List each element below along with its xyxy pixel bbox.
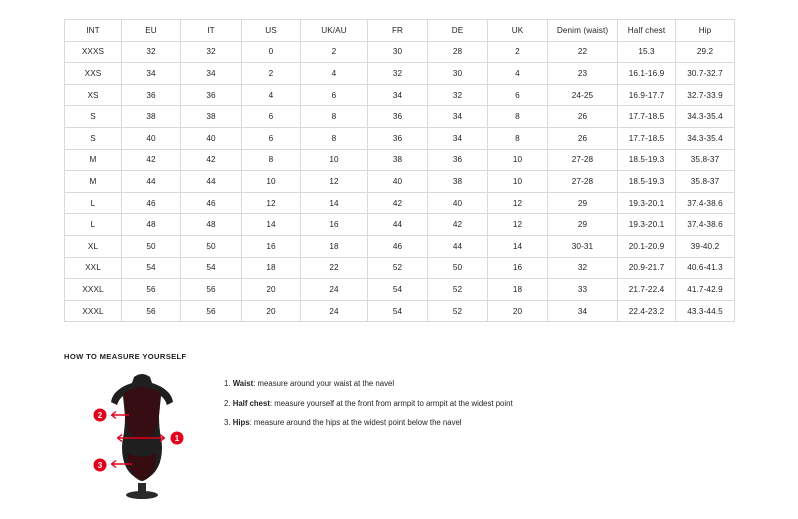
how-to-measure-section xyxy=(64,352,744,504)
size-chart-table xyxy=(64,19,735,322)
measure-instruction xyxy=(224,379,513,390)
table-cell: 17.7-18.5 xyxy=(618,106,676,128)
table-cell: 52 xyxy=(428,300,488,322)
size-chart-table-container xyxy=(64,19,734,322)
table-cell: L xyxy=(65,214,122,236)
table-cell: 30 xyxy=(428,63,488,85)
table-cell: 0 xyxy=(242,41,301,63)
table-cell: 8 xyxy=(301,106,368,128)
table-cell: 12 xyxy=(301,171,368,193)
table-row xyxy=(65,106,735,128)
table-cell: 6 xyxy=(242,106,301,128)
table-cell: 18.5-19.3 xyxy=(618,149,676,171)
measure-instructions-list xyxy=(224,369,513,438)
table-cell: 16 xyxy=(242,235,301,257)
measure-instruction-number: 2. xyxy=(224,398,231,408)
table-cell: 10 xyxy=(488,149,548,171)
table-row xyxy=(65,84,735,106)
table-cell: 46 xyxy=(122,192,181,214)
table-cell: 12 xyxy=(242,192,301,214)
table-cell: 32 xyxy=(428,84,488,106)
table-cell: 32 xyxy=(181,41,242,63)
table-cell: XXXL xyxy=(65,279,122,301)
measure-instruction xyxy=(224,418,513,429)
table-cell: 34.3-35.4 xyxy=(676,127,735,149)
table-cell: 26 xyxy=(548,127,618,149)
table-header-cell: Denim (waist) xyxy=(548,20,618,42)
table-cell: 54 xyxy=(181,257,242,279)
marker-3-hips xyxy=(94,459,107,472)
table-cell: 40 xyxy=(428,192,488,214)
table-cell: 16 xyxy=(488,257,548,279)
table-cell: 40 xyxy=(368,171,428,193)
table-cell: 21.7-22.4 xyxy=(618,279,676,301)
table-cell: 46 xyxy=(181,192,242,214)
table-cell: 32.7-33.9 xyxy=(676,84,735,106)
measure-instruction-number: 1. xyxy=(224,379,231,388)
table-cell: 40 xyxy=(181,127,242,149)
measure-instruction-number: 3. xyxy=(224,418,231,428)
table-cell: 46 xyxy=(368,235,428,257)
table-cell: 30 xyxy=(368,41,428,63)
table-cell: 19.3-20.1 xyxy=(618,192,676,214)
table-cell: 52 xyxy=(368,257,428,279)
table-cell: 27-28 xyxy=(548,149,618,171)
table-row xyxy=(65,279,735,301)
table-cell: 56 xyxy=(122,300,181,322)
table-cell: 35.8-37 xyxy=(676,149,735,171)
how-to-measure-body xyxy=(64,369,744,504)
table-cell: 8 xyxy=(301,127,368,149)
table-cell: 34 xyxy=(122,63,181,85)
measure-instruction-text: : measure around your waist at the navel xyxy=(253,379,395,388)
table-row xyxy=(65,235,735,257)
table-cell: 4 xyxy=(242,84,301,106)
table-cell: 2 xyxy=(242,63,301,85)
table-cell: 10 xyxy=(301,149,368,171)
table-cell: XS xyxy=(65,84,122,106)
table-cell: 23 xyxy=(548,63,618,85)
table-header-cell: FR xyxy=(368,20,428,42)
table-cell: 33 xyxy=(548,279,618,301)
table-row xyxy=(65,300,735,322)
measure-instruction-term: Waist xyxy=(232,379,254,388)
table-cell: 29 xyxy=(548,214,618,236)
table-cell: 42 xyxy=(122,149,181,171)
table-body xyxy=(65,41,735,322)
table-cell: 10 xyxy=(242,171,301,193)
measure-instruction xyxy=(224,399,513,410)
table-cell: 2 xyxy=(301,41,368,63)
table-cell: XXXL xyxy=(65,300,122,322)
table-cell: 17.7-18.5 xyxy=(618,127,676,149)
table-cell: 14 xyxy=(301,192,368,214)
table-cell: 52 xyxy=(428,279,488,301)
table-cell: 34 xyxy=(428,127,488,149)
table-cell: XXXS xyxy=(65,41,122,63)
table-cell: 10 xyxy=(488,171,548,193)
table-cell: 32 xyxy=(122,41,181,63)
table-cell: 54 xyxy=(122,257,181,279)
table-cell: 34.3-35.4 xyxy=(676,106,735,128)
table-cell: 43.3-44.5 xyxy=(676,300,735,322)
table-cell: 22 xyxy=(301,257,368,279)
table-header-cell: INT xyxy=(65,20,122,42)
table-cell: 20 xyxy=(488,300,548,322)
table-cell: 28 xyxy=(428,41,488,63)
table-cell: 22 xyxy=(548,41,618,63)
table-row xyxy=(65,214,735,236)
table-cell: XL xyxy=(65,235,122,257)
table-cell: 54 xyxy=(368,279,428,301)
table-cell: 15.3 xyxy=(618,41,676,63)
table-header-row xyxy=(65,20,735,42)
table-cell: 14 xyxy=(488,235,548,257)
svg-text:1: 1 xyxy=(174,434,180,443)
table-row xyxy=(65,41,735,63)
table-cell: 40.6-41.3 xyxy=(676,257,735,279)
measure-instruction-text: : measure yourself at the front from armpit to armpit at the widest point xyxy=(269,398,513,408)
table-header-cell: UK/AU xyxy=(301,20,368,42)
table-cell: 12 xyxy=(488,214,548,236)
table-cell: 16.9-17.7 xyxy=(618,84,676,106)
table-cell: S xyxy=(65,127,122,149)
table-cell: M xyxy=(65,171,122,193)
svg-text:3: 3 xyxy=(97,461,103,470)
table-row xyxy=(65,127,735,149)
table-cell: 4 xyxy=(488,63,548,85)
table-cell: 4 xyxy=(301,63,368,85)
table-cell: 18 xyxy=(242,257,301,279)
table-cell: 36 xyxy=(181,84,242,106)
table-cell: 50 xyxy=(428,257,488,279)
table-cell: XXS xyxy=(65,63,122,85)
table-cell: 30-31 xyxy=(548,235,618,257)
table-header-cell: EU xyxy=(122,20,181,42)
table-cell: S xyxy=(65,106,122,128)
table-cell: 36 xyxy=(122,84,181,106)
table-row xyxy=(65,171,735,193)
table-cell: 34 xyxy=(181,63,242,85)
table-cell: 29 xyxy=(548,192,618,214)
table-cell: 41.7-42.9 xyxy=(676,279,735,301)
table-cell: 32 xyxy=(548,257,618,279)
table-cell: 32 xyxy=(368,63,428,85)
table-cell: 8 xyxy=(488,106,548,128)
table-cell: 34 xyxy=(548,300,618,322)
table-cell: 8 xyxy=(242,149,301,171)
measure-instruction-term: Hips xyxy=(232,418,250,428)
table-cell: 44 xyxy=(122,171,181,193)
table-cell: 48 xyxy=(122,214,181,236)
table-header-cell: UK xyxy=(488,20,548,42)
table-cell: 18 xyxy=(301,235,368,257)
table-cell: 6 xyxy=(301,84,368,106)
table-cell: 6 xyxy=(488,84,548,106)
table-header-cell: US xyxy=(242,20,301,42)
how-to-measure-title: HOW TO MEASURE YOURSELF xyxy=(64,352,187,361)
garment-bottom xyxy=(127,453,157,481)
table-cell: 44 xyxy=(181,171,242,193)
table-row xyxy=(65,192,735,214)
table-cell: 6 xyxy=(242,127,301,149)
table-cell: 36 xyxy=(368,127,428,149)
table-cell: 54 xyxy=(368,300,428,322)
table-header xyxy=(65,20,735,42)
marker-1-waist xyxy=(171,432,184,445)
table-cell: 19.3-20.1 xyxy=(618,214,676,236)
measurement-figure xyxy=(82,369,202,504)
table-cell: 24 xyxy=(301,300,368,322)
table-cell: 2 xyxy=(488,41,548,63)
table-cell: 30.7-32.7 xyxy=(676,63,735,85)
svg-text:2: 2 xyxy=(97,411,103,420)
table-header-cell: Hip xyxy=(676,20,735,42)
table-header-cell: IT xyxy=(181,20,242,42)
table-cell: 50 xyxy=(181,235,242,257)
mannequin-illustration xyxy=(82,369,202,504)
table-cell: 24 xyxy=(301,279,368,301)
table-cell: 24-25 xyxy=(548,84,618,106)
table-cell: 38 xyxy=(122,106,181,128)
table-header-cell: Half chest xyxy=(618,20,676,42)
table-header-cell: DE xyxy=(428,20,488,42)
table-cell: 56 xyxy=(181,279,242,301)
table-cell: 22.4-23.2 xyxy=(618,300,676,322)
marker-2-half-chest xyxy=(94,409,107,422)
table-cell: 42 xyxy=(428,214,488,236)
measure-instruction-term: Half chest xyxy=(232,398,270,408)
table-row xyxy=(65,149,735,171)
table-cell: 38 xyxy=(181,106,242,128)
table-cell: 44 xyxy=(368,214,428,236)
table-cell: 16.1-16.9 xyxy=(618,63,676,85)
table-cell: M xyxy=(65,149,122,171)
table-cell: L xyxy=(65,192,122,214)
table-cell: 20 xyxy=(242,279,301,301)
table-cell: 35.8-37 xyxy=(676,171,735,193)
table-cell: 44 xyxy=(428,235,488,257)
table-cell: 16 xyxy=(301,214,368,236)
table-cell: 36 xyxy=(368,106,428,128)
table-cell: 27-28 xyxy=(548,171,618,193)
table-cell: XXL xyxy=(65,257,122,279)
table-cell: 42 xyxy=(181,149,242,171)
table-cell: 29.2 xyxy=(676,41,735,63)
table-cell: 18.5-19.3 xyxy=(618,171,676,193)
table-cell: 38 xyxy=(368,149,428,171)
table-cell: 12 xyxy=(488,192,548,214)
table-cell: 40 xyxy=(122,127,181,149)
table-row xyxy=(65,257,735,279)
table-cell: 50 xyxy=(122,235,181,257)
table-cell: 34 xyxy=(428,106,488,128)
table-cell: 34 xyxy=(368,84,428,106)
table-cell: 20.1-20.9 xyxy=(618,235,676,257)
table-cell: 39-40.2 xyxy=(676,235,735,257)
table-cell: 37.4-38.6 xyxy=(676,214,735,236)
table-cell: 36 xyxy=(428,149,488,171)
table-cell: 56 xyxy=(122,279,181,301)
table-cell: 14 xyxy=(242,214,301,236)
table-cell: 20.9-21.7 xyxy=(618,257,676,279)
table-cell: 38 xyxy=(428,171,488,193)
table-cell: 48 xyxy=(181,214,242,236)
table-cell: 26 xyxy=(548,106,618,128)
table-cell: 56 xyxy=(181,300,242,322)
table-cell: 8 xyxy=(488,127,548,149)
table-cell: 42 xyxy=(368,192,428,214)
measure-instruction-text: : measure around the hips at the widest point below the navel xyxy=(249,418,462,428)
stand-base xyxy=(126,491,158,499)
table-cell: 18 xyxy=(488,279,548,301)
table-cell: 37.4-38.6 xyxy=(676,192,735,214)
table-cell: 20 xyxy=(242,300,301,322)
table-row xyxy=(65,63,735,85)
